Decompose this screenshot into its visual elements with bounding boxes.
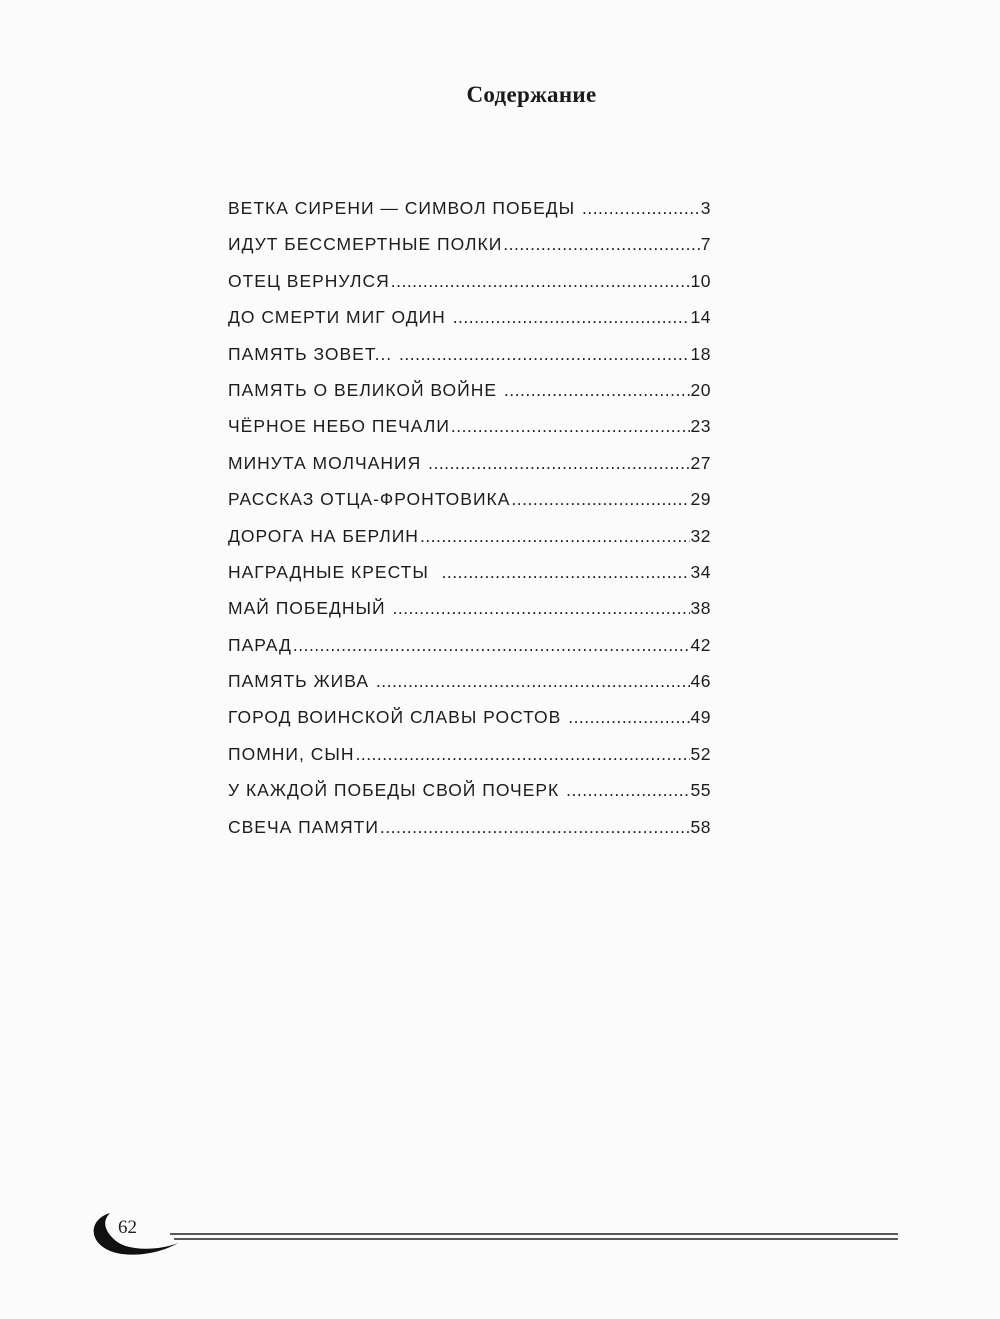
toc-dot-leader — [451, 416, 690, 437]
toc-entry — [228, 707, 711, 743]
toc-dot-leader — [392, 598, 689, 619]
toc-entry-title: РАССКАЗ ОТЦА-ФРОНТОВИКА — [228, 489, 511, 510]
toc-entry-page: 29 — [690, 489, 711, 510]
toc-entry-title: ОТЕЦ ВЕРНУЛСЯ — [228, 270, 390, 291]
toc-dot-leader — [453, 307, 690, 328]
toc-entry-page: 42 — [690, 634, 711, 655]
toc-dot-leader — [566, 780, 689, 801]
toc-entry — [228, 307, 711, 343]
toc-entry — [228, 234, 711, 270]
toc-entry-page: 38 — [690, 598, 711, 619]
toc-dot-leader — [568, 707, 689, 728]
toc-dot-leader — [504, 380, 690, 401]
toc-entry — [228, 671, 711, 707]
toc-entry-page: 49 — [690, 707, 711, 728]
toc-entry-page: 32 — [690, 525, 711, 546]
toc-entry-page: 46 — [690, 671, 711, 692]
toc-entry-title: ПОМНИ, СЫН — [228, 743, 355, 764]
toc-entry — [228, 416, 711, 452]
toc-entry-page: 34 — [690, 561, 711, 582]
toc-dot-leader — [399, 344, 690, 365]
toc-entry-title: ПАМЯТЬ ЖИВА — [228, 671, 375, 692]
toc-entry-title: ПАМЯТЬ ЗОВЕТ... — [228, 343, 399, 364]
footer-ornament — [88, 1205, 900, 1265]
toc-entry-title: ПАРАД — [228, 634, 292, 655]
toc-entry-title: ЧЁРНОЕ НЕБО ПЕЧАЛИ — [228, 416, 450, 437]
toc-entry-title: НАГРАДНЫЕ КРЕСТЫ — [228, 561, 441, 582]
toc-entry-page: 3 — [700, 198, 711, 218]
table-of-contents — [228, 198, 711, 853]
toc-dot-leader — [355, 744, 689, 765]
toc-entry — [228, 780, 711, 816]
toc-entry-title: У КАЖДОЙ ПОБЕДЫ СВОЙ ПОЧЕРК — [228, 780, 566, 801]
toc-dot-leader — [511, 489, 689, 510]
page-footer — [88, 1205, 900, 1265]
toc-dot-leader — [420, 526, 690, 547]
toc-entry — [228, 198, 711, 234]
toc-dot-leader — [391, 271, 690, 292]
toc-entry-page: 10 — [690, 270, 711, 291]
toc-entry — [228, 344, 711, 380]
toc-entry-page: 7 — [700, 234, 711, 255]
toc-entry-title: СВЕЧА ПАМЯТИ — [228, 816, 379, 837]
toc-entry — [228, 453, 711, 489]
toc-entry — [228, 489, 711, 525]
toc-dot-leader — [442, 562, 690, 583]
toc-dot-leader — [428, 453, 689, 474]
toc-entry-title: ПАМЯТЬ О ВЕЛИКОЙ ВОЙНЕ — [228, 379, 503, 400]
toc-dot-leader — [380, 817, 690, 838]
toc-entry — [228, 598, 711, 634]
toc-entry — [228, 635, 711, 671]
toc-entry-title: МИНУТА МОЛЧАНИЯ — [228, 452, 428, 473]
toc-entry-page: 52 — [690, 743, 711, 764]
page-title: Содержание — [466, 82, 597, 107]
toc-entry-title: ИДУТ БЕССМЕРТНЫЕ ПОЛКИ — [228, 234, 503, 255]
toc-entry-page: 27 — [690, 452, 711, 473]
toc-entry — [228, 526, 711, 562]
toc-entry — [228, 817, 711, 853]
toc-entry — [228, 744, 711, 780]
toc-entry-page: 18 — [690, 343, 711, 364]
toc-entry-page: 14 — [690, 307, 711, 328]
toc-entry-title: ДО СМЕРТИ МИГ ОДИН — [228, 307, 452, 328]
toc-entry — [228, 380, 711, 416]
toc-entry-page: 55 — [690, 780, 711, 801]
toc-entry-title: ВЕТКА СИРЕНИ — СИМВОЛ ПОБЕДЫ — [228, 198, 581, 218]
toc-entry-title: ДОРОГА НА БЕРЛИН — [228, 525, 419, 546]
page-number: 62 — [118, 1217, 137, 1238]
toc-dot-leader — [503, 234, 699, 255]
toc-entry-title: ГОРОД ВОИНСКОЙ СЛАВЫ РОСТОВ — [228, 707, 568, 728]
toc-entry-page: 23 — [690, 416, 711, 437]
toc-entry-page: 58 — [690, 816, 711, 837]
toc-entry — [228, 271, 711, 307]
toc-dot-leader — [376, 671, 690, 692]
toc-dot-leader — [293, 635, 690, 656]
toc-entry — [228, 562, 711, 598]
toc-dot-leader — [582, 198, 700, 219]
toc-entry-title: МАЙ ПОБЕДНЫЙ — [228, 598, 392, 619]
toc-entry-page: 20 — [690, 379, 711, 400]
